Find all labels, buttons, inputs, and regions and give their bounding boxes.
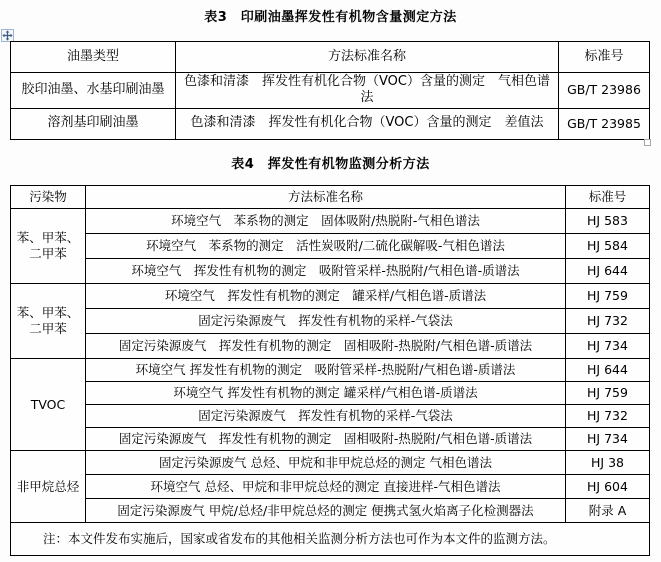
table4-title: 表4 挥发性有机物监测分析方法 [231, 157, 430, 172]
table-row [11, 309, 650, 334]
header-standard-number: 标准号 [559, 42, 650, 73]
table-row [11, 234, 650, 259]
method-name-cell: 环境空气 挥发性有机物的测定 吸附管采样-热脱附/气相色谱-质谱法 [86, 259, 566, 284]
table-note: 注：本文件发布实施后，国家或省发布的其他相关监测分析方法也可作为本文件的监测方法。 [11, 523, 650, 556]
method-name-cell: 环境空气 挥发性有机物的测定 罐采样/气相色谱-质谱法 [86, 284, 566, 309]
header-standard-number: 标准号 [566, 186, 650, 209]
ink-voc-method-table [10, 41, 650, 140]
pollutant-group-cell: TVOC [11, 359, 86, 451]
standard-number-cell: HJ 759 [566, 284, 650, 309]
table-header-row [11, 186, 650, 209]
method-name-cell: 环境空气 苯系物的测定 固体吸附/热脱附-气相色谱法 [86, 209, 566, 234]
table-row [11, 73, 650, 109]
header-method-name: 方法标准名称 [86, 186, 566, 209]
table-header-row [11, 42, 650, 73]
ink-type-cell: 胶印油墨、水基印刷油墨 [11, 73, 176, 109]
table-row [11, 359, 650, 382]
standard-number-cell: HJ 644 [566, 259, 650, 284]
standard-number-cell: HJ 732 [566, 405, 650, 428]
method-name-cell: 环境空气 苯系物的测定 活性炭吸附/二硫化碳解吸-气相色谱法 [86, 234, 566, 259]
standard-number-cell: HJ 604 [566, 475, 650, 499]
standard-number-cell: HJ 583 [566, 209, 650, 234]
table3-title: 表3 印刷油墨挥发性有机物含量测定方法 [204, 10, 457, 25]
method-name-cell: 色漆和清漆 挥发性有机化合物（VOC）含量的测定 气相色谱法 [176, 73, 559, 109]
table-row [11, 108, 650, 139]
table-resize-handle[interactable] [644, 139, 651, 146]
pollutant-group-cell: 苯、甲苯、二甲苯 [11, 209, 86, 284]
header-method-name: 方法标准名称 [176, 42, 559, 73]
method-name-cell: 固定污染源废气 挥发性有机物的采样-气袋法 [86, 405, 566, 428]
standard-number-cell: HJ 734 [566, 334, 650, 359]
standard-number-cell: GB/T 23986 [559, 73, 650, 109]
standard-number-cell: HJ 584 [566, 234, 650, 259]
header-ink-type: 油墨类型 [11, 42, 176, 73]
pollutant-group-cell: 非甲烷总烃 [11, 451, 86, 523]
method-name-cell: 固定污染源废气 总烃、甲烷和非甲烷总烃的测定 气相色谱法 [86, 451, 566, 475]
standard-number-cell: HJ 732 [566, 309, 650, 334]
standard-number-cell: GB/T 23985 [559, 108, 650, 139]
standard-number-cell: HJ 734 [566, 428, 650, 451]
method-name-cell: 固定污染源废气 挥发性有机物的采样-气袋法 [86, 309, 566, 334]
header-pollutant: 污染物 [11, 186, 86, 209]
method-name-cell: 固定污染源废气 甲烷/总烃/非甲烷总烃的测定 便携式氢火焰离子化检测器法 [86, 499, 566, 523]
voc-monitoring-method-table [10, 185, 650, 556]
method-name-cell: 环境空气 挥发性有机物的测定 吸附管采样-热脱附/气相色谱-质谱法 [86, 359, 566, 382]
method-name-cell: 环境空气 总烃、甲烷和非甲烷总烃的测定 直接进样-气相色谱法 [86, 475, 566, 499]
table-row [11, 405, 650, 428]
table-row [11, 499, 650, 523]
table-row [11, 382, 650, 405]
method-name-cell: 固定污染源废气 挥发性有机物的测定 固相吸附-热脱附/气相色谱-质谱法 [86, 334, 566, 359]
table-row [11, 475, 650, 499]
standard-number-cell: HJ 644 [566, 359, 650, 382]
table-row [11, 259, 650, 284]
pollutant-group-cell: 苯、甲苯、二甲苯 [11, 284, 86, 359]
standard-number-cell: HJ 759 [566, 382, 650, 405]
standard-number-cell: HJ 38 [566, 451, 650, 475]
table-row [11, 334, 650, 359]
move-arrows-icon [2, 30, 13, 41]
table-row [11, 428, 650, 451]
table-note-row [11, 523, 650, 556]
ink-type-cell: 溶剂基印刷油墨 [11, 108, 176, 139]
method-name-cell: 固定污染源废气 挥发性有机物的测定 固相吸附-热脱附/气相色谱-质谱法 [86, 428, 566, 451]
table-row [11, 284, 650, 309]
method-name-cell: 色漆和清漆 挥发性有机化合物（VOC）含量的测定 差值法 [176, 108, 559, 139]
method-name-cell: 环境空气 挥发性有机物的测定 罐采样/气相色谱-质谱法 [86, 382, 566, 405]
table-row [11, 209, 650, 234]
table-row [11, 451, 650, 475]
standard-number-cell: 附录 A [566, 499, 650, 523]
